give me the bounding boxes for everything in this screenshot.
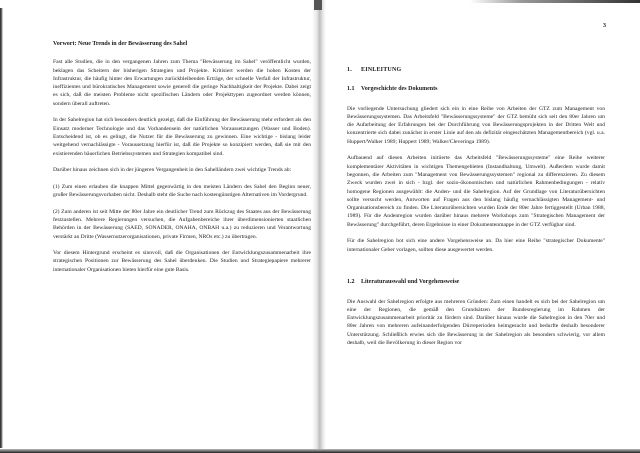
book-fold-shadow — [312, 0, 326, 453]
section-paragraph: Für die Sahelregion bot sich eine andere Vorgehensweise an. Da hier eine Reihe "strategischer Dokumente" internationaler Geber vorlagen, sollten diese ausgewertet werden. — [347, 238, 605, 253]
preface-paragraph: Vor diesem Hintergrund erscheint es sinnvoll, daß die Organisationen der Entwicklungszusammenarbeit ihre strategischen Positionen zur Bewässerung des Sahel überdenken. Die Studien und Strategiepapiere mehrerer internationaler Organisationen bieten hierfür eine gute Basis. — [53, 250, 311, 273]
right-page — [320, 0, 640, 453]
spacer — [347, 262, 605, 278]
section-paragraph: Die Auswahl der Sahelregion erfolgte aus mehreren Gründen: Zum einen handelt es sich bei der Sahelregion um eine der Regionen, die gemäß den Grundsätzen der Bundesregierung im Rahmen der Entwicklungszusammenarbeit prioritär zu fördern sind. Darüber hinaus wurde die Sahelregion in den 70er und 80er Jahren von mehreren aufeinanderfolgenden Dürreperioden heimgesucht und bedurfte deshalb besonderer Unterstützung. Schließlich erwies sich die Bewässerung in der Sahelregion als besonders schwierig, vor allem deshalb, weil die Bevölkerung in dieser Region vor — [347, 298, 605, 347]
section-title: Vorgeschichte des Dokuments — [361, 86, 438, 93]
section-number: 1.2 — [347, 279, 355, 286]
preface-paragraph: Fast alle Studien, die in den vergangenen Jahren zum Thema "Bewässerung im Sahel" veröffentlicht wurden, beklagen das Scheitern der bisherigen Strategien und Projekte. Kritisiert werden die hohen Kosten der Infrastruktur, die häufig hinter den Erwartungen zurückbleibenden Erträge, der schnelle Verfall der Infrastruktur, ineffizientes und bürokratisches Management sowie generell die geringe Nachhaltigkeit der Projekte. Dabei zeigt es sich, daß die meisten Probleme nicht spezifischen Ländern oder Projekttypen zugeordnet werden können, sondern überall auftreten. — [53, 59, 311, 107]
preface-trend-1: (1) Zum einen erlauben die knappen Mittel gegenwärtig in den meisten Ländern des Sahel den Beginn neuer, großer Bewässerungsvorhaben nicht. Deshalb steht die Suche nach kostengünstigen Alternativen im Vordergrund. — [53, 183, 311, 199]
scan-bottom-shadow — [0, 449, 640, 453]
section-paragraph: Aufbauend auf diesen Arbeiten initiierte das Arbeitsfeld "Bewässerungssysteme" eine Reihe weiterer komplementärer Aktivitäten in wichtigen Themengebieten (Instandhaltung, Umwelt). Außerdem wurde damit begonnen, die Arbeiten zum "Management von Bewässerungssystemen" regional zu differenzieren. Zu diesem Zweck wurden zwei in sich - bzgl. der sozio-ökonomischen und natürlichen Rahmenbedingungen - relativ homogene Regionen ausgewählt: die Anden- und die Sahelregion. Auf der Grundlage von Literaturübersichten sollte versucht werden, Antworten auf Fragen aus den bislang häufig vernachlässigten Management- und Organisationsbereich zu finden. Die Literaturübersichten wurden Ende der 80er Jahre fertiggestellt (Urban 1988, 1989). Für die Andenregion wurden darüber hinaus mehrere Workshops zum "Strategischen Management der Bewässerung" durchgeführt, deren Ergebnisse in einer Dokumentenmappe in der GTZ verfügbar sind. — [347, 155, 605, 228]
preface-paragraph: Darüber hinaus zeichnen sich in der jüngeren Vergangenheit in den Sahelländern zwei wichtige Trends ab: — [53, 167, 292, 174]
section-paragraph: Die vorliegende Untersuchung gliedert sich ein in eine Reihe von Arbeiten der GTZ zum Management von Bewässerungssystemen. Das Arbeitsfeld "Bewässerungssysteme" der GTZ bemüht sich seit den 80er Jahren um die Aufarbeitung der Erfahrungen bei der Durchführung von Bewässerungsprojekten in der Dritten Welt und konzentrierte sich dabei zunächst in erster Linie auf den als defizitär eingeschätzten Managementbereich (vgl. u.a. Huppert/Walker 1989; Huppert 1989; Walker/Cleveringa 1989). — [347, 105, 605, 145]
preface-heading: Vorwort: Neue Trends in der Bewässerung des Sahel — [53, 41, 188, 47]
chapter-title: EINLEITUNG — [361, 67, 402, 73]
preface-trend-2: (2) Zum anderen ist seit Mitte der 80er Jahre ein deutlicher Trend zum Rückzug des Staates aus der Bewässerung festzustellen. Mehrere Regierungen versuchen, die Aufgabenbereiche ihrer überdimensionierten staatlichen Behörden in der Bewässerung (SAED, SONADER, ONAHA, ONBAH u.a.) zu reduzieren und Verantwortung verstärkt an Dritte (Wassernutzerorganisationen, private Firmen, NROs etc.) zu übertragen. — [53, 208, 311, 240]
page-edge-shadow — [0, 8, 3, 448]
preface-content — [53, 40, 311, 282]
section-number: 1.1 — [347, 86, 355, 93]
section-title: Literaturauswahl und Vorgehensweise — [361, 279, 460, 286]
book-fold-top — [314, 0, 322, 10]
scan-top-shadow — [470, 0, 640, 3]
section-heading — [347, 278, 605, 286]
introduction-content — [347, 58, 605, 356]
chapter-heading — [347, 66, 605, 74]
section-heading — [347, 85, 605, 93]
preface-paragraph: In der Sahelregion hat sich besonders deutlich gezeigt, daß die Einführung der Bewässerung mehr erfordert als den Einsatz moderner Technologie und das Vorhandensein der natürlichen Voraussetzungen (Wasser und Boden). Entscheidend ist, ob es gelingt, die Nutzer für die Bewässerung zu gewinnen. Eine wichtige - bislang leider weitgehend vernachlässigte - Voraussetzung hierfür ist, daß die Projekte so konzipiert werden, daß sie mit den existierenden bäuerlichen Betriebssystemen und Strategien kompatibel sind. — [53, 117, 311, 157]
chapter-number: 1. — [347, 67, 352, 73]
page-number: 3 — [603, 23, 606, 29]
